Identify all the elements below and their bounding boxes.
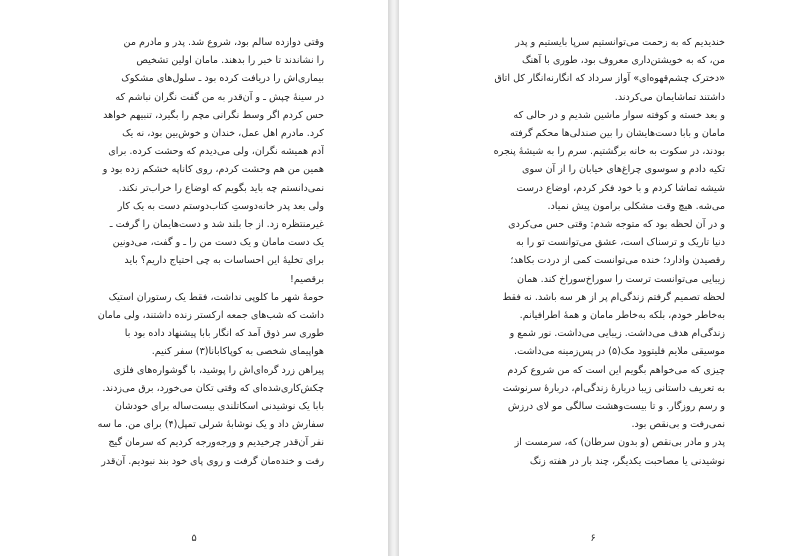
left-page [0,0,388,556]
text-line: و بعد خسته و کوفته سوار ماشین شدیم و در حالی که [513,109,725,121]
text-line: داشت که شب‌های جمعه ارکستر زنده داشتند، ولی مامان [97,310,324,322]
text-line: می‌شه. هیچ وقت مشکلی برامون پیش نمیاد. [547,200,725,212]
text-line: وقتی دوازده سالم بود، شروع شد. پدر و مادرم من [123,37,324,48]
text-line: آدم همیشه نگران، ولی می‌دیدم که وحشت کرده. برای [108,146,324,158]
text-line: سفارش داد و یک نوشابهٔ شرلی تمپل(۴) برای من. ما سه [97,419,324,431]
text-line: موسیقی ملایم فلیتوود مک(۵) در پس‌زمینه می‌داشت. [514,346,725,358]
text-line: بابا یک نوشیدنی اسکاتلندی بیست‌ساله برای خودشان [114,401,324,413]
text-line: در سینهٔ چپش ـ و آن‌قدر به من گفت نگران نباشم که [115,91,324,103]
text-line: بودند، در سکوت به خانه برگشتیم. سرم را به شیشهٔ پنجره [493,146,725,158]
text-line: غیرمنتظره زد. از جا بلند شد و دست‌هایمان را گرفت ـ [109,219,324,231]
text-line: مامان و بابا دست‌هایشان را بین صندلی‌ها محکم گرفته [510,128,725,140]
text-line: حس کردم اگر وسط نگرانی مچم را بگیرد، تنبیهم خواهد [103,109,324,121]
text-line: ولی بعد پدر خانه‌دوستِ کتاب‌دوستم دست به یک کار [117,200,324,212]
text-line: زندگی‌ام هدف می‌داشت. زیبایی می‌داشت. نور شمع و [509,328,725,340]
book-gutter [388,0,399,556]
text-line: نوشیدنی یا مصاحبت یکدیگر، چند بار در هفته زنگ [529,455,725,467]
text-line: لحظه تصمیم گرفتم زندگی‌ام پر از هر سه باشد. نه فقط [502,291,725,303]
text-line: زیبایی می‌توانست ترست را سوراخ‌سوراخ کند. همان [517,273,725,285]
text-line: برای تخلیهٔ این احساسات به چی احتیاج داریم؟ باید [124,255,324,267]
text-line: نمی‌رفت و بی‌نقص بود. [631,419,725,431]
text-line: تکیه دادم و سوسوی چراغ‌های خیابان را از آن سوی [521,164,725,176]
text-line: دنیا تاریک و ترسناک است، عشق می‌توانست تو را به [515,237,725,249]
right-page [399,0,787,556]
text-line: چکش‌کاری‌شده‌ای که وقتی تکان می‌خورد، برق می‌زدند. [102,382,324,394]
text-line: چیزی که می‌خواهم بگویم این است که من شروع کردم [507,364,725,376]
text-line: را نشاندند تا خبر را بدهند. مامان اولین تشخیص [136,55,324,67]
text-line: هواپیمای شخصی به کوپاکابانا(۳) سفر کنیم. [151,346,324,358]
text-line: برقصیم! [290,273,324,285]
text-line: حومهٔ شهر ما کلوپی نداشت، فقط یک رستوران استیک [108,291,324,303]
text-line: داشتند تماشایمان می‌کردند. [614,91,725,103]
text-line: خندیدیم که به زحمت می‌توانستیم سرپا بایستیم و پدر [515,37,725,48]
right-page-number: ۶ [590,533,596,544]
text-line: پدر و مادر بی‌نقص (و بدون سرطان) که، سرمست از [514,437,725,449]
text-line: نفر آن‌قدر چرخیدیم و ورجه‌ورجه کردیم که سرمان گیج [108,437,324,449]
text-line: به‌خاطر خودم، بلکه به‌خاطر مامان و همهٔ اطرافیانم. [519,310,725,322]
text-line: کرد. مادرم اهل عمل، خندان و خوش‌بین بود، نه یک [122,128,324,140]
left-page-text [92,34,324,471]
text-line: و در آن لحظه بود که متوجه شدم: وقتی حس می‌کردی [508,219,725,231]
right-page-text [491,34,725,471]
text-line: «دخترک چشم‌قهوه‌ای» آواز سرداد که انگارنه‌انگار کل اتاق [494,73,725,85]
text-line: یک دست مامان و یک دست من را ـ و گفت، می‌دونین [112,237,324,249]
text-line: طوری سر ذوق آمد که انگار بابا پیشنهاد داده بود با [124,328,324,340]
text-line: رقصیدن وادارد؛ خنده می‌توانست کمی از دردت بکاهد؛ [510,255,725,267]
text-line: رفت و خنده‌مان گرفت و روی پای خود بند نبودیم. آن‌قدر [101,455,324,467]
text-line: شیشه تماشا کردم و با خود فکر کردم، اوضاع درست [516,182,725,194]
text-line: و رسم روزگار. و تا بیست‌وهشت سالگی مو لای درزش [507,401,725,413]
text-line: بیماری‌اش را دریافت کرده بود ـ سلول‌های مشکوک [121,73,324,85]
text-line: به تعریف داستانی زیبا دربارهٔ زندگی‌ام، دربارهٔ سرنوشت [502,382,725,394]
text-line: همین من هم وحشت کردم، روی کاناپه خشکم زده بود و [102,164,324,176]
text-line: نمی‌دانستم چه باید بگویم که اوضاع را خراب‌تر نکند. [118,182,324,194]
text-line: پیراهن زرد گره‌ای‌اش را پوشید، با گوشواره‌های فلزی [113,364,324,376]
left-page-number: ۵ [191,533,197,544]
text-line: من، که به خویشتن‌داری معروف بود، طوری با آهنگ [521,55,725,67]
